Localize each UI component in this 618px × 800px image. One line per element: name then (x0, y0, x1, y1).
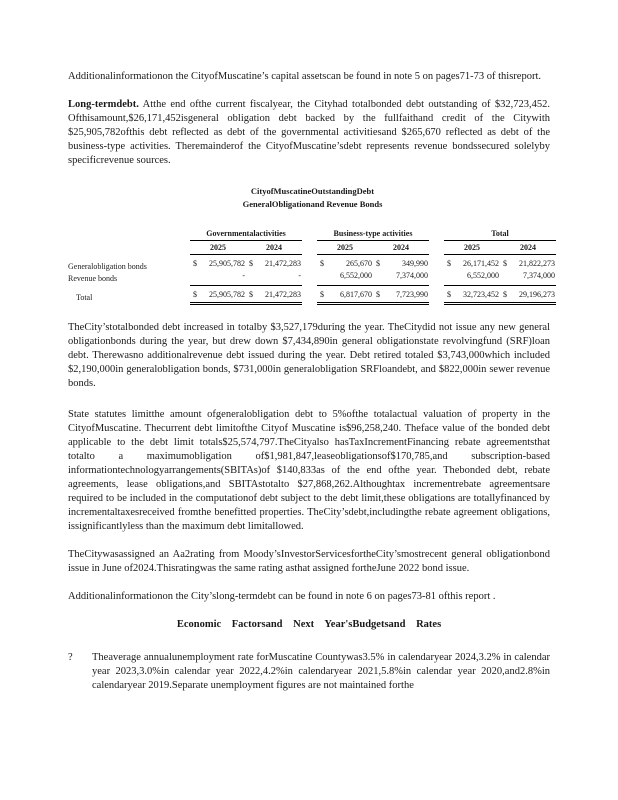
amount: 6,817,670 (340, 290, 372, 299)
table-cell (246, 288, 302, 301)
table-label-spacer (68, 228, 186, 261)
long-term-debt-lead: Long-termdebt. (68, 99, 139, 110)
amount: 21,472,283 (265, 259, 301, 268)
year-headers (190, 241, 302, 255)
table-cell (317, 258, 373, 270)
paragraph-moodys-rating: TheCitywasassigned an Aa2rating from Moody’sInvestorServicesfortheCity’smostrecent general obligationbond issue in June of2024.Thisratingwas the same rating asthat assigned fortheJune 2022 bond issue. (68, 549, 550, 574)
amount: - (298, 271, 301, 280)
amount: 6,552,000 (467, 271, 499, 280)
table-group-total (444, 228, 556, 305)
group-header: Total (444, 228, 556, 241)
paragraph-state-statutes: State statutes limitthe amount ofgeneralobligation debt to 5%ofthe totalactual valuation of property in the CityofMuscatine. Thecurrent debt limitofthe Cityof Muscatine is$96,258,240. Theface value of the bonded debt applicable to the debt limit totals$25,574,797.TheCityalso hasTaxIncrementFinancing rebate agreementsthat totalto a maximumobligation of$1,981,847,leaseobligationsof$170,785,and subscription-based informationtechnologyarrangements(SBITAs)of $140,833as of the end ofthe year. Thebonded debt, rebate agreements, lease obligations,and SBITAstotalto $27,868,262.Althoughtax incrementrebate agreementsare required to be included in the computationof debt subject to the debt limit,these obligations are totallyfinanced by incrementaltaxesreceived fromthe benefitted properties. TheCity’sdebt,includingthe rebate agreement obligations, issignificantlyless than the maximum debt limitallowed. (68, 409, 550, 532)
table-cell (500, 270, 556, 282)
amount: 7,374,000 (396, 271, 428, 280)
table-row (444, 258, 556, 270)
amount: 265,670 (346, 259, 372, 268)
table-cell (500, 258, 556, 270)
bullet-unemployment (68, 651, 550, 693)
amount: 21,472,283 (265, 290, 301, 299)
row-label-total: Total (76, 293, 93, 302)
table-row (190, 258, 302, 270)
amount: 6,552,000 (340, 271, 372, 280)
table-cell (373, 288, 429, 301)
table-group-business-type (317, 228, 429, 305)
row-label-revenue-bonds: Revenue bonds (68, 274, 118, 283)
amount: 26,171,452 (463, 259, 499, 268)
table-cell (373, 258, 429, 270)
dollar-sign: $ (503, 259, 507, 268)
amount: 21,822,273 (519, 259, 555, 268)
amount: 7,723,990 (396, 290, 428, 299)
table-group-governmental (190, 228, 302, 305)
paragraph-debt-increase: TheCity’stotalbonded debt increased in totalby $3,527,179during the year. TheCitydid not issue any new general obligationbonds during the year, but drew down $7,434,890in general obligationstate revolvingfund (SRF)loan debt. Therewasno additionalrevenue debt issued during the year. Debt retired totaled $3,743,000which included $2,190,000in generalobligation bonds, $731,000in generalobligation SRFloandebt, and $822,000in sewer revenue bonds. (68, 322, 550, 389)
table-cell (373, 270, 429, 282)
year-header: 2025 (337, 243, 353, 252)
amount: 349,990 (402, 259, 428, 268)
table-title (68, 185, 557, 211)
table-cell (444, 270, 500, 282)
debt-table (68, 228, 557, 305)
dollar-sign: $ (376, 290, 380, 299)
dollar-sign: $ (447, 290, 451, 299)
dollar-sign: $ (447, 259, 451, 268)
group-header: Business-type activities (317, 228, 429, 241)
table-cell (190, 258, 246, 270)
year-header: 2024 (393, 243, 409, 252)
year-header: 2024 (266, 243, 282, 252)
bullet-text: Theaverage annualunemployment rate forMuscatine Countywas3.5% in calendaryear 2024,3.2% in calendar year 2023,3.0%in calendar year 2022,4.2%in calendaryear 2021,5.8%in calendar year 2020,and2.8%in calendaryear 2019.Separate unemployment figures are not maintained forthe (92, 652, 550, 691)
table-total-row (444, 285, 556, 305)
dollar-sign: $ (503, 290, 507, 299)
year-header: 2025 (464, 243, 480, 252)
amount: - (242, 271, 245, 280)
table-total-row (317, 285, 429, 305)
table-title-line1: CityofMuscatineOutstandingDebt (250, 186, 375, 196)
amount: 7,374,000 (523, 271, 555, 280)
section-heading-economic-factors: Economic Factorsand Next Year'sBudgetsand Rates (176, 619, 442, 630)
amount: 29,196,273 (519, 290, 555, 299)
table-row (317, 258, 429, 270)
table-row (317, 270, 429, 282)
table-row (444, 270, 556, 282)
amount: 32,723,452 (463, 290, 499, 299)
amount: 25,905,782 (209, 259, 245, 268)
table-cell (500, 288, 556, 301)
table-title-line2: GeneralObligationand Revenue Bonds (242, 199, 383, 209)
long-term-debt-body: Atthe end ofthe current fiscalyear, the Cityhad totalbonded debt outstanding of $32,723,452. Ofthisamount,$26,171,452isgeneral obligation debt backed by the fullfaithand credit of the Citywith $25,905,782ofthis debt reflected as debt of the governmental activitiesand $265,670 reflected as debt of the business-type activities. Theremainderof the CityofMuscatine’sdebt represents revenue bondssecured solelyby specificrevenue sources. (68, 99, 550, 166)
dollar-sign: $ (193, 259, 197, 268)
bullet-icon: ? (68, 652, 73, 663)
year-headers (317, 241, 429, 255)
paragraph-long-term-debt (68, 98, 550, 168)
table-cell (190, 270, 246, 282)
table-cell (317, 270, 373, 282)
dollar-sign: $ (376, 259, 380, 268)
table-cell (444, 288, 500, 301)
dollar-sign: $ (320, 290, 324, 299)
dollar-sign: $ (320, 259, 324, 268)
year-headers (444, 241, 556, 255)
table-cell (190, 288, 246, 301)
table-cell (246, 258, 302, 270)
row-label-general-obligation: Generalobligation bonds (68, 262, 147, 271)
amount: 25,905,782 (209, 290, 245, 299)
paragraph-capital-assets: Additionalinformationon the CityofMuscatine’s capital assetscan be found in note 5 on pages71-73 of thisreport. (68, 71, 541, 82)
group-header: Governmentalactivities (190, 228, 302, 241)
table-row (190, 270, 302, 282)
table-cell (444, 258, 500, 270)
dollar-sign: $ (249, 290, 253, 299)
paragraph-note6-reference: Additionalinformationon the City’slong-termdebt can be found in note 6 on pages73-81 ofthis report . (68, 591, 496, 602)
dollar-sign: $ (193, 290, 197, 299)
table-cell (317, 288, 373, 301)
table-total-row (190, 285, 302, 305)
table-cell (246, 270, 302, 282)
year-header: 2025 (210, 243, 226, 252)
dollar-sign: $ (249, 259, 253, 268)
table-row-labels (68, 228, 186, 304)
year-header: 2024 (520, 243, 536, 252)
